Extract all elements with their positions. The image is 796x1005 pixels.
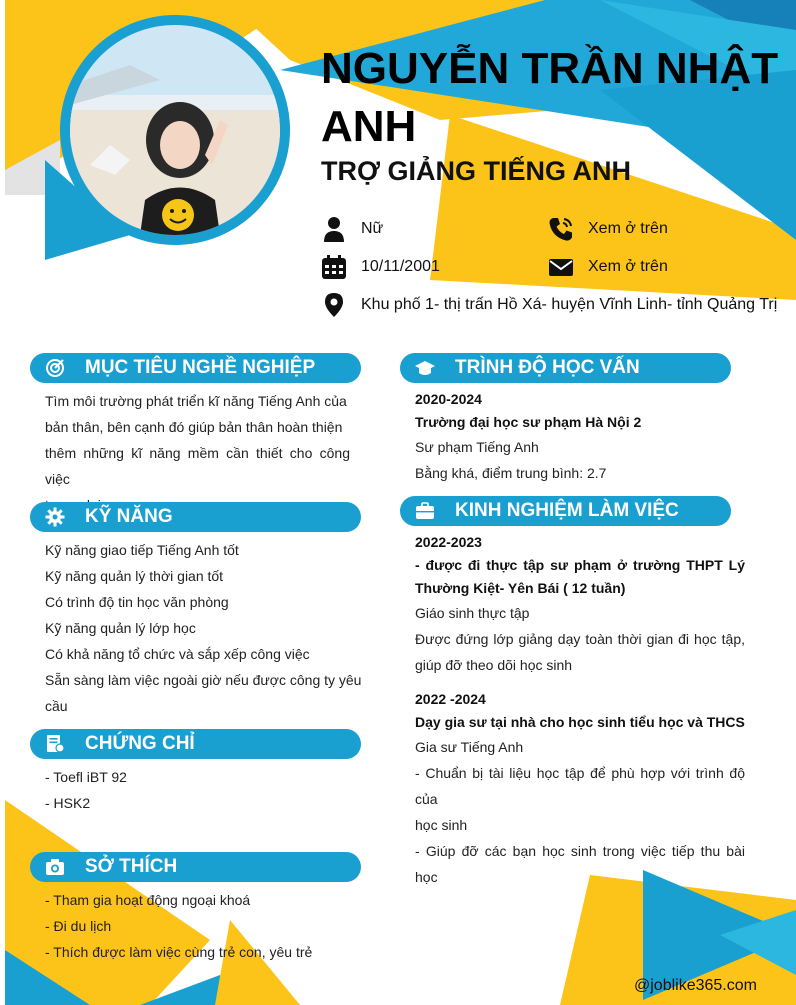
objective-line: bản thân, bên cạnh đó giúp bản thân hoàn thiện [45,419,343,435]
hobby-item: - Tham gia hoạt động ngoại khoá [45,892,251,908]
education-major: Sư phạm Tiếng Anh [415,439,539,455]
phone-icon [548,216,574,242]
section-hobbies-header [30,852,361,882]
gender-value: Nữ [361,220,384,237]
gear-icon [45,507,65,527]
experience-job-2 [415,688,745,890]
skill-item: Kỹ năng quản lý thời gian tốt [45,568,224,584]
user-icon [321,216,347,242]
briefcase-icon [415,501,435,521]
job-detail: giúp đỡ theo dõi học sinh [415,657,573,673]
certificates-heading: CHỨNG CHỈ [85,733,195,754]
skills-heading: KỸ NĂNG [85,506,173,527]
phone-value: Xem ở trên [588,220,668,237]
skill-item: Có trình độ tin học văn phòng [45,594,229,610]
skill-item: cầu [45,698,68,714]
section-certificates-header [30,729,361,759]
job-role: Gia sư Tiếng Anh [415,739,524,755]
job-title: TRỢ GIẢNG TIẾNG ANH [321,156,632,186]
certificates-list [45,764,345,816]
job-detail: học [415,869,438,885]
graduation-cap-icon [415,358,435,378]
camera-icon [45,857,65,877]
job-title-line: Thường Kiệt- Yên Bái ( 12 tuần) [415,580,626,596]
experience-job-1 [415,531,745,678]
section-objective-header [30,353,361,383]
section-education-header [400,353,731,383]
watermark: @joblike365.com [634,977,757,994]
skill-item: Có khả năng tổ chức và sắp xếp công việc [45,646,310,662]
skill-item: Kỹ năng quản lý lớp học [45,620,196,636]
education-grade: Bằng khá, điểm trung bình: 2.7 [415,465,607,481]
hobby-item: - Đi du lịch [45,918,112,934]
email-value: Xem ở trên [588,258,668,275]
certificate-item: - HSK2 [45,795,91,811]
skill-item: Kỹ năng giao tiếp Tiếng Anh tốt [45,542,239,558]
address-value: Khu phố 1- thị trấn Hồ Xá- huyện Vĩnh Linh- tỉnh Quảng Trị [361,296,778,313]
job-period: 2022 -2024 [415,691,486,707]
job-detail: - Chuẩn bị tài liệu học tập để phù hợp với trình độ của [415,765,745,807]
job-title-line: Dạy gia sư tại nhà cho học sinh tiểu học và THCS [415,714,745,730]
dob-value: 10/11/2001 [361,258,440,275]
objective-line: thêm những kĩ năng mềm cần thiết cho công việc [45,445,350,487]
section-experience-header [400,496,731,526]
hobby-item: - Thích được làm việc cùng trẻ con, yêu trẻ [45,944,313,960]
hobbies-list [45,887,355,965]
certificate-item: - Toefl iBT 92 [45,769,127,785]
objective-heading: MỤC TIÊU NGHỀ NGHIỆP [85,357,316,378]
experience-heading: KINH NGHIỆM LÀM VIỆC [455,500,679,521]
job-period: 2022-2023 [415,534,482,550]
job-detail: - Giúp đỡ các bạn học sinh trong việc tiếp thu bài [415,843,745,859]
objective-text [45,388,350,518]
education-period: 2020-2024 [415,391,482,407]
section-skills-header [30,502,361,532]
education-school: Trường đại học sư phạm Hà Nội 2 [415,414,642,430]
job-detail: Được đứng lớp giảng dạy toàn thời gian đi học tập, [415,631,745,647]
objective-line: Tìm môi trường phát triển kĩ năng Tiếng Anh của [45,393,347,409]
avatar [70,25,280,235]
education-details [415,388,745,486]
skill-item: Sẵn sàng làm việc ngoài giờ nếu được công ty yêu [45,672,362,688]
education-heading: TRÌNH ĐỘ HỌC VẤN [455,357,640,378]
job-detail: học sinh [415,817,468,833]
skills-list [45,537,365,719]
mail-icon [548,254,574,280]
hobbies-heading: SỞ THÍCH [85,856,178,877]
calendar-icon [321,254,347,280]
candidate-name: NGUYỄN TRẦN NHẬT ANH [321,44,779,151]
job-title-line: - được đi thực tập sư phạm ở trường THPT Lý [415,557,745,573]
certificate-icon [45,734,65,754]
location-pin-icon [321,292,347,318]
job-role: Giáo sinh thực tập [415,605,530,621]
target-icon [45,358,65,378]
